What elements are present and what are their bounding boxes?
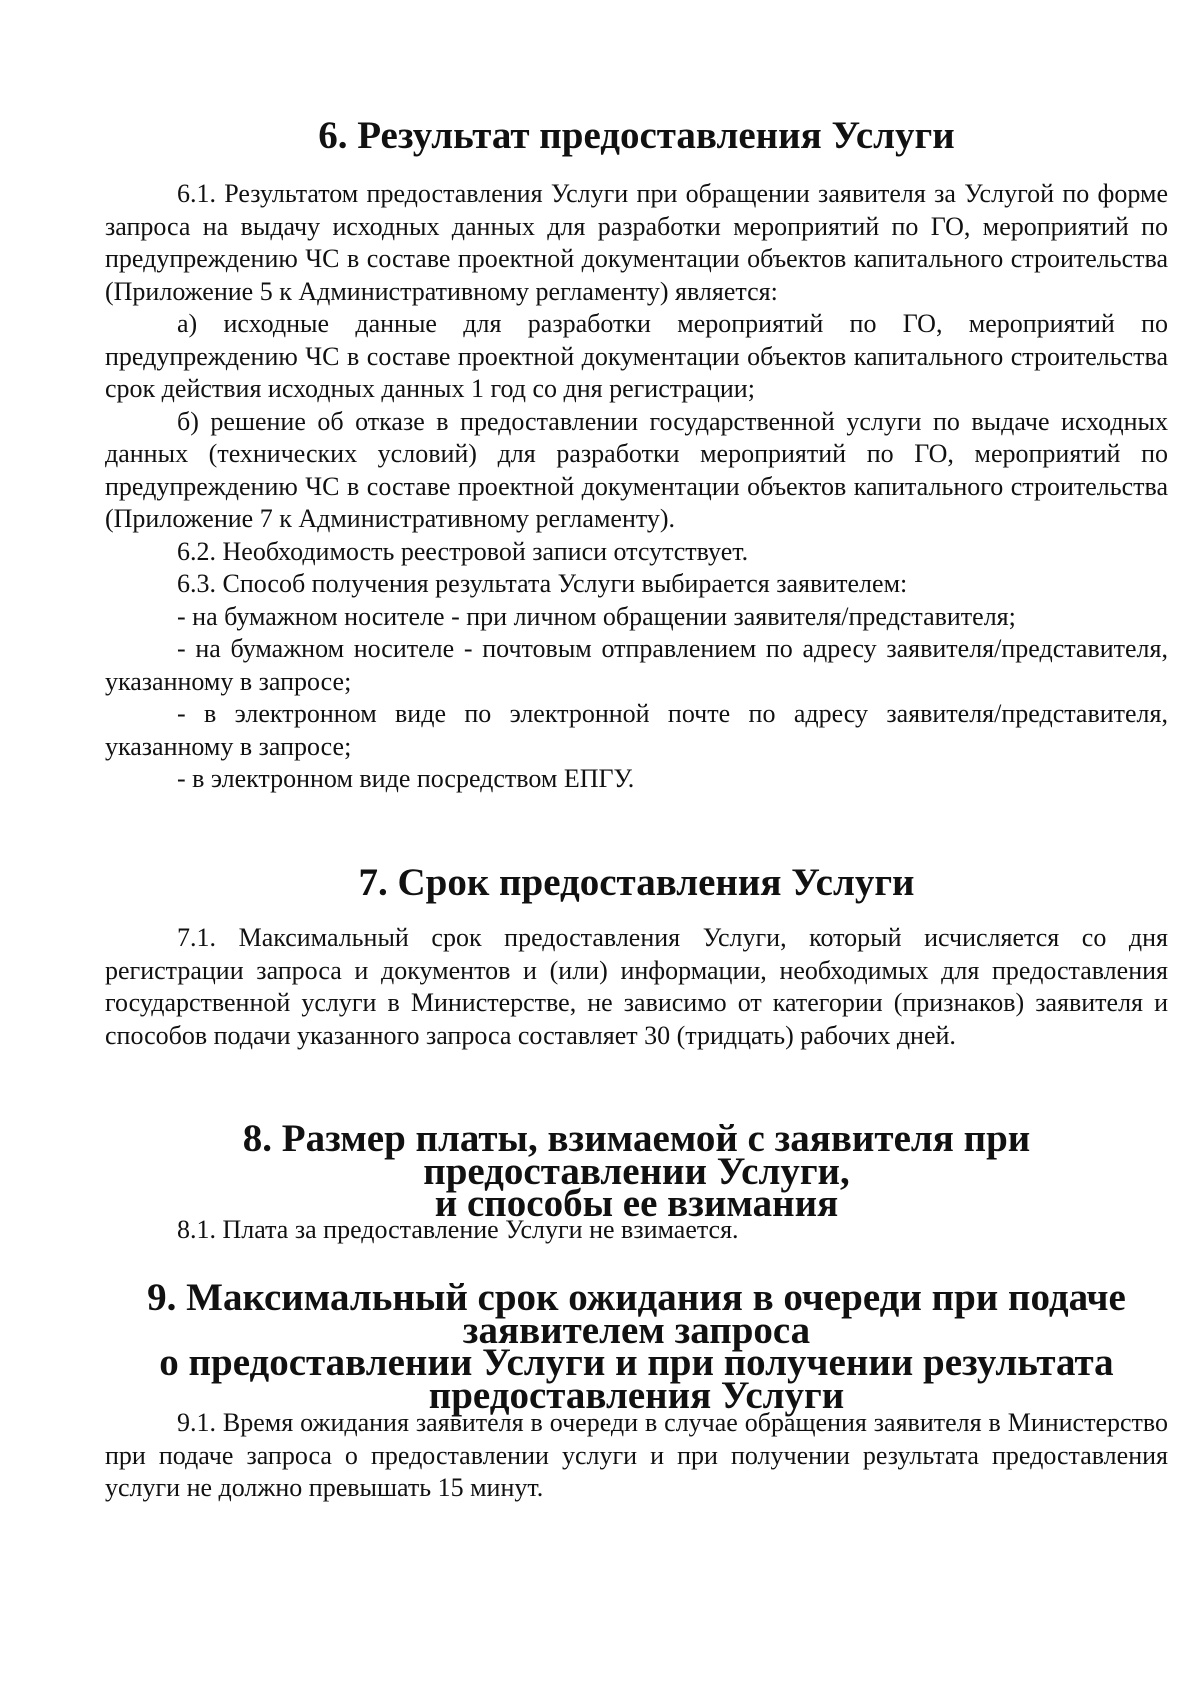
list-item-paper-personal: - на бумажном носителе - при личном обращении заявителя/представителя; (177, 601, 1016, 631)
list-item-paper-mail: - на бумажном носителе - почтовым отправлением по адресу заявителя/представителя, указанному в запросе; (105, 634, 1168, 696)
paragraph-7-1: 7.1. Максимальный срок предоставления Услуги, который исчисляется со дня регистрации запроса и документов и (или) информации, необходимых для предоставления государственной услуги в Министерстве, не зависимо от категории (признаков) заявителя и способов подачи указанного запроса составляет 30 (тридцать) рабочих дней. (105, 923, 1168, 1050)
section-7-heading-text: 7. Срок предоставления Услуги (358, 861, 915, 904)
paragraph-6-3: 6.3. Способ получения результата Услуги выбирается заявителем: (177, 569, 908, 598)
section-9-heading-line-3: предоставления Услуги (428, 1373, 845, 1417)
paragraph-8-1: 8.1. Плата за предоставление Услуги не взимается. (177, 1215, 739, 1244)
section-8-heading-line-1: 8. Размер платы, взимаемой с заявителя при предоставлении Услуги, (242, 1117, 1031, 1193)
section-7-heading (105, 861, 1168, 904)
list-item-epgu: - в электронном виде посредством ЕПГУ. (177, 764, 635, 793)
paragraph-6-1: 6.1. Результатом предоставления Услуги при обращении заявителя за Услугой по форме запроса на выдачу исходных данных для разработки мероприятий по ГО, мероприятий по предупреждению ЧС в составе проектной документации объектов капитального строительства (Приложение 5 к Административному регламенту) является: (105, 179, 1168, 306)
section-6-heading-text: 6. Результат предоставления Услуги (318, 114, 955, 157)
section-6-body (105, 178, 1168, 796)
section-7-body (105, 922, 1168, 1052)
section-8-heading (105, 1117, 1168, 1225)
paragraph-6-1-b: б) решение об отказе в предоставлении государственной услуги по выдаче исходных данных (технических условий) для разработки мероприятий по ГО, мероприятий по предупреждению ЧС в составе проектной документации объектов капитального строительства (Приложение 7 к Административному регламенту). (105, 406, 1168, 533)
paragraph-6-2: 6.2. Необходимость реестровой записи отсутствует. (177, 536, 749, 566)
paragraph-9-1: 9.1. Время ожидания заявителя в очереди в случае обращения заявителя в Министерство при подаче запроса о предоставлении услуги и при получении результата предоставления услуги не должно превышать 15 минут. (105, 1408, 1168, 1502)
section-6-heading (105, 114, 1168, 157)
section-9-heading-line-1: 9. Максимальный срок ожидания в очереди при подаче заявителем запроса (147, 1276, 1126, 1352)
section-8-heading-line-2: и способы ее взимания (434, 1182, 839, 1225)
paragraph-6-1-a: а) исходные данные для разработки мероприятий по ГО, мероприятий по предупреждению ЧС в составе проектной документации объектов капитального строительства срок действия исходных данных 1 год со дня регистрации; (105, 309, 1168, 403)
section-9-heading (105, 1276, 1168, 1417)
section-8-body (105, 1214, 1168, 1247)
list-item-email: - в электронном виде по электронной почте по адресу заявителя/представителя, указанному в запросе; (105, 699, 1168, 761)
section-9-body (105, 1407, 1168, 1505)
section-9-heading-line-2: о предоставлении Услуги и при получении результата (159, 1341, 1114, 1384)
